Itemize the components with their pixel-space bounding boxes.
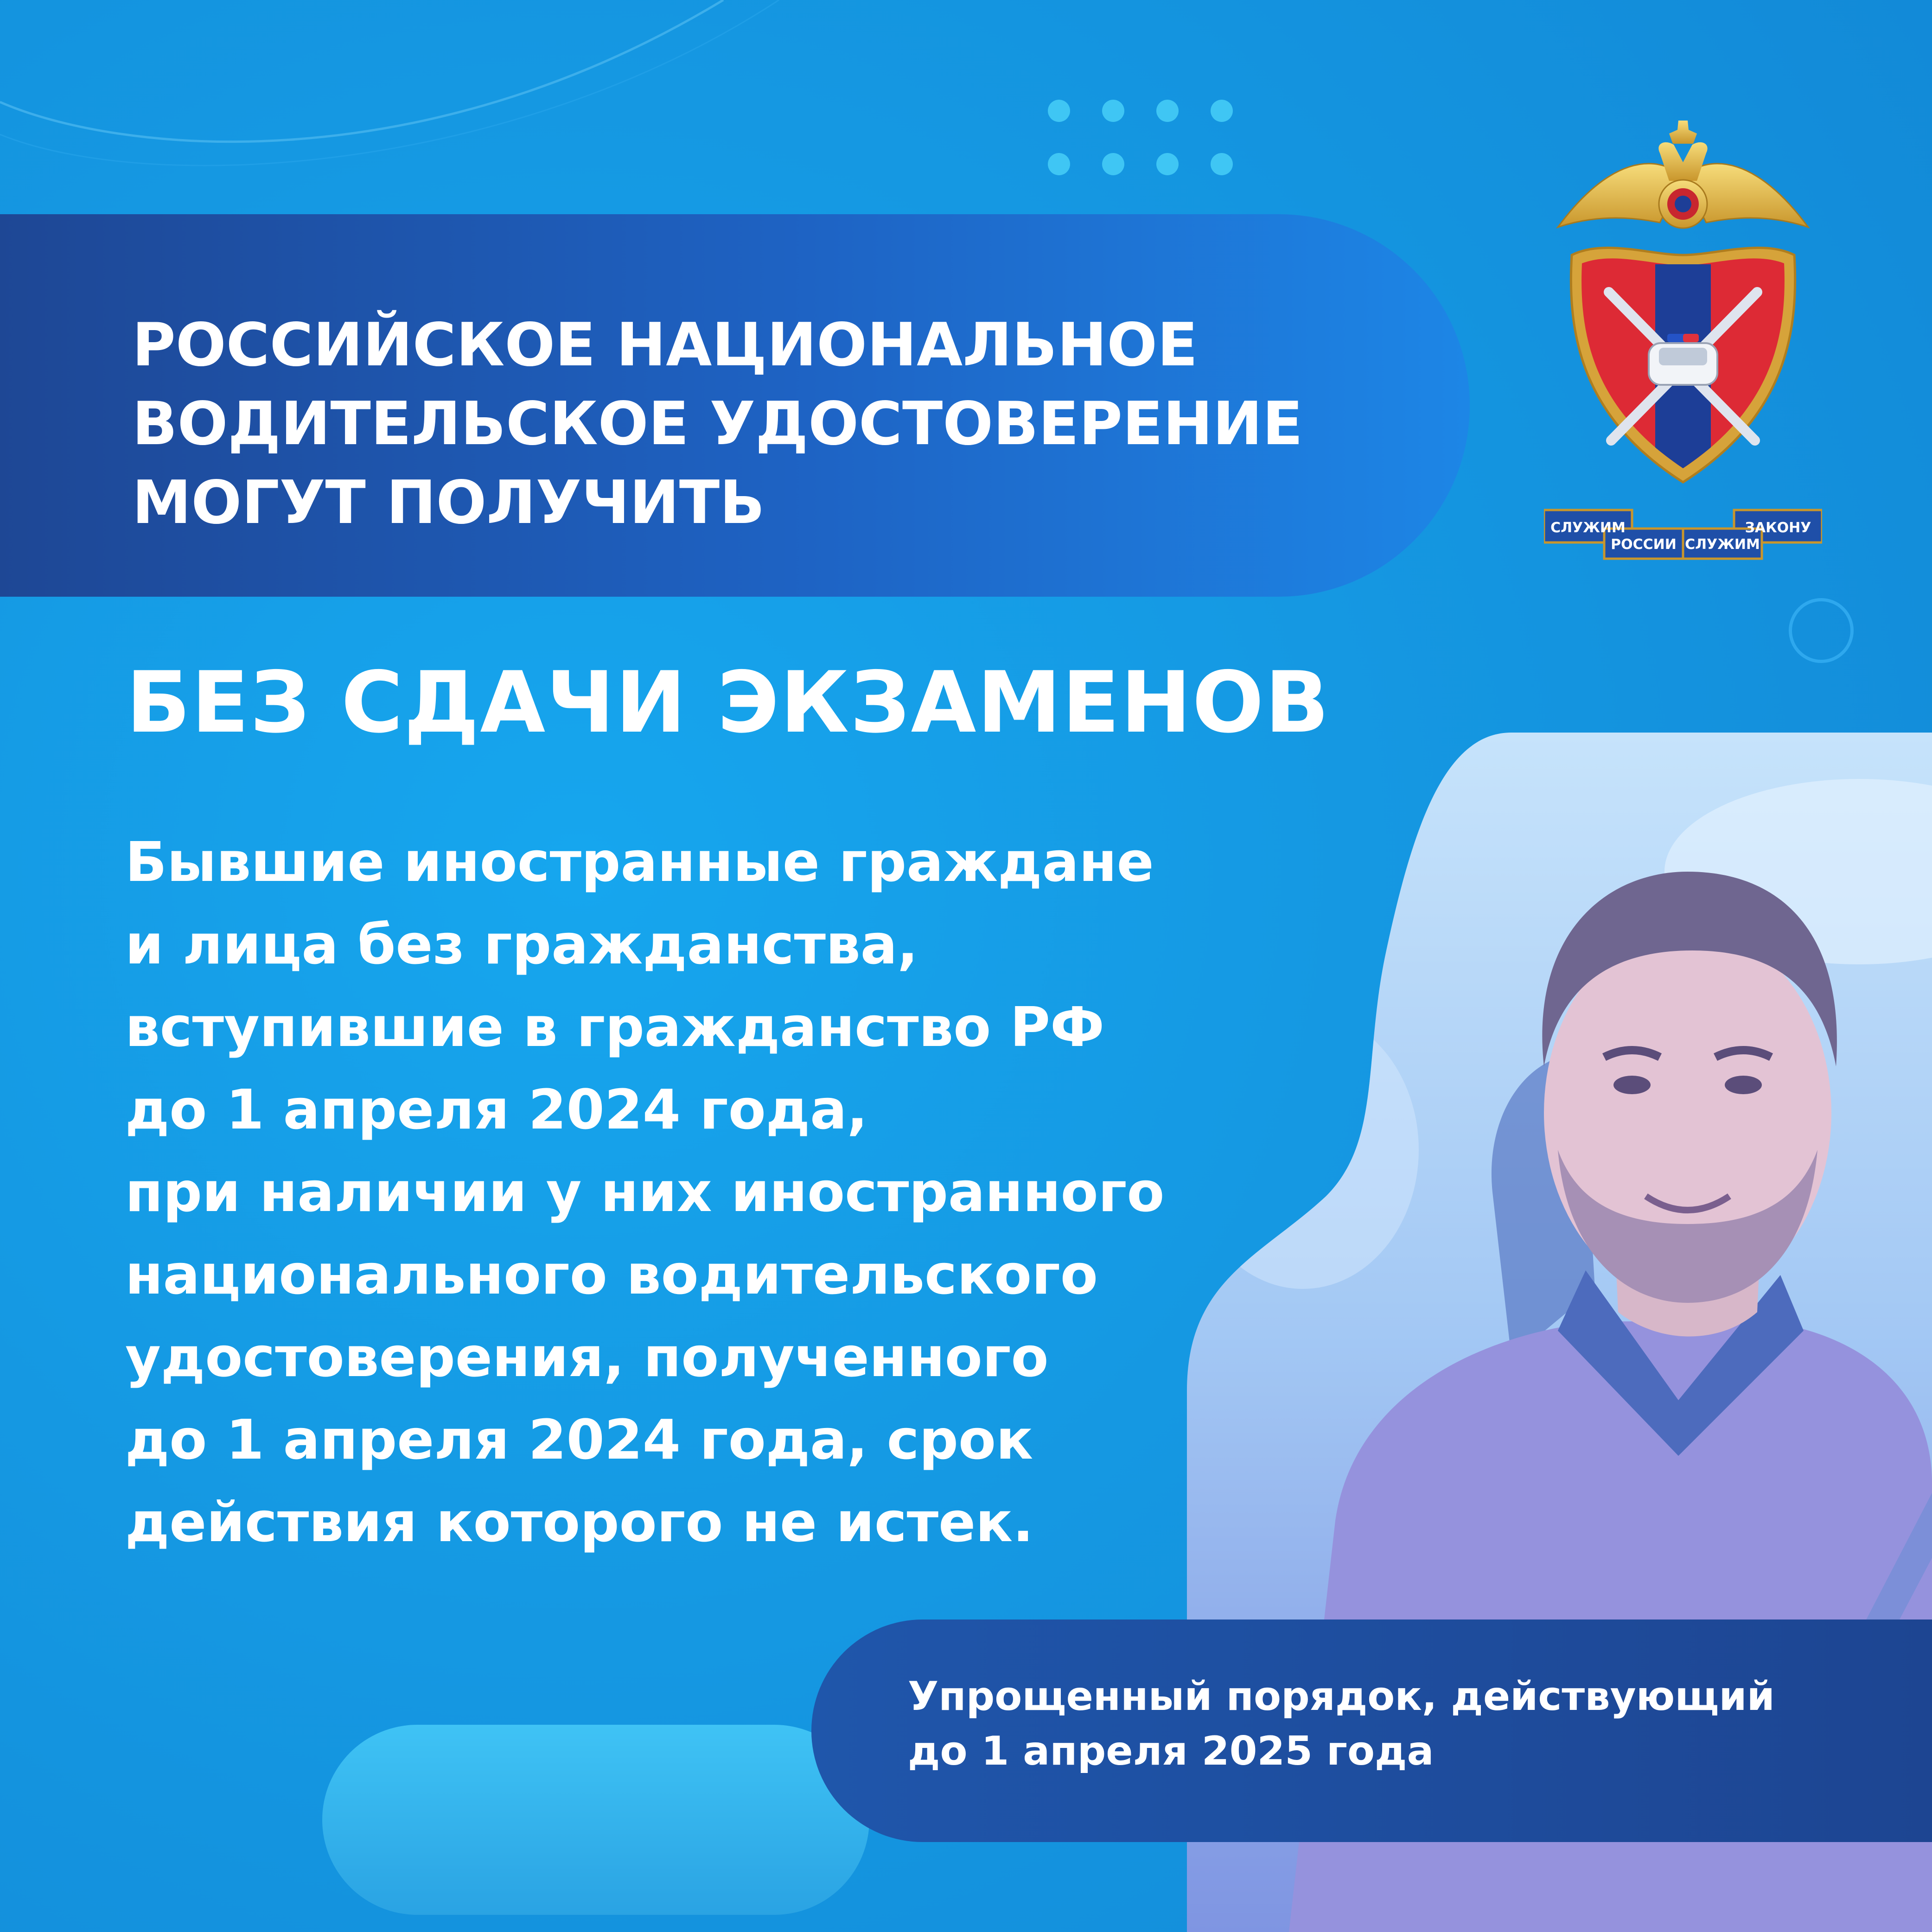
body-text — [125, 821, 1470, 1563]
body-text-line: действия которого не истек. — [125, 1490, 1034, 1554]
body-text-line: и лица без гражданства, — [125, 912, 918, 976]
decorative-ring — [1789, 598, 1854, 663]
police-emblem-icon — [1544, 116, 1822, 561]
body-text-line: национального водительского — [125, 1243, 1098, 1307]
note-text-line: Упрощенный порядок, действующий — [908, 1673, 1775, 1720]
ribbon-word: РОССИИ — [1611, 536, 1677, 553]
subtitle: БЕЗ СДАЧИ ЭКЗАМЕНОВ — [126, 653, 1330, 752]
decorative-dots — [1048, 100, 1247, 183]
body-text-line: вступившие в гражданство РФ — [125, 995, 1104, 1059]
note-text-line: до 1 апреля 2025 года — [908, 1728, 1434, 1774]
body-text-line: при наличии у них иностранного — [125, 1160, 1165, 1224]
ribbon-word: ЗАКОНУ — [1745, 520, 1811, 536]
body-text-line: удостоверения, полученного — [125, 1325, 1049, 1389]
ribbon-word: СЛУЖИМ — [1550, 520, 1626, 536]
header-title-line: РОССИЙСКОЕ НАЦИОНАЛЬНОЕ — [132, 311, 1198, 380]
ribbon-word: СЛУЖИМ — [1685, 536, 1760, 553]
header-title — [132, 306, 1458, 542]
body-text-line: до 1 апреля 2024 года, срок — [125, 1408, 1033, 1472]
note-text — [908, 1669, 1775, 1779]
decorative-arc — [0, 0, 788, 185]
header-title-line: МОГУТ ПОЛУЧИТЬ — [132, 468, 765, 537]
body-text-line: до 1 апреля 2024 года, — [125, 1078, 868, 1141]
header-title-line: ВОДИТЕЛЬСКОЕ УДОСТОВЕРЕНИЕ — [132, 389, 1303, 459]
decorative-pill — [322, 1725, 869, 1915]
body-text-line: Бывшие иностранные граждане — [125, 830, 1154, 894]
